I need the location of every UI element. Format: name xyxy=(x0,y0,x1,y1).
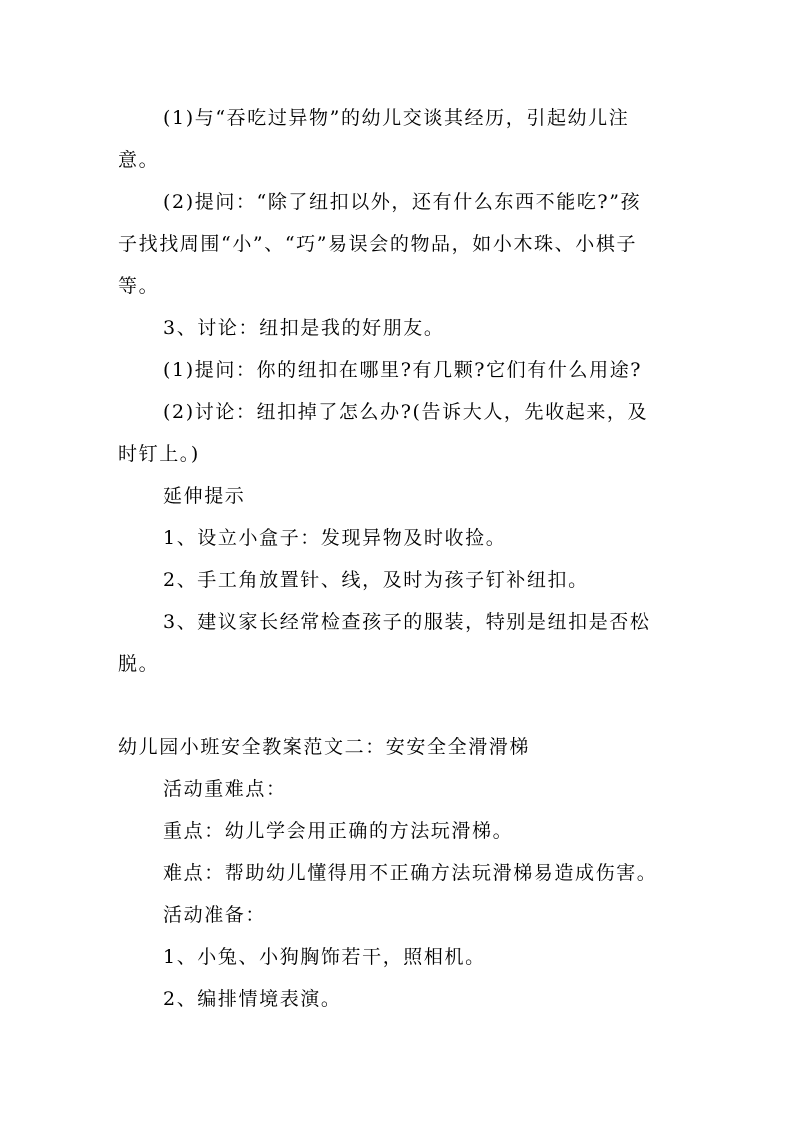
paragraph-line: 脱。 xyxy=(118,653,160,675)
section-label: 延伸提示 xyxy=(163,485,246,507)
paragraph-line: (1)提问：你的纽扣在哪里?有几颗?它们有什么用途? xyxy=(163,359,643,381)
paragraph-line: 意。 xyxy=(118,149,160,171)
section-label: 活动重难点： xyxy=(163,778,287,800)
list-item: 1、设立小盒子：发现异物及时收捡。 xyxy=(163,527,507,549)
list-item: 1、小兔、小狗胸饰若干，照相机。 xyxy=(163,946,486,968)
paragraph-line: (2)提问：“除了纽扣以外，还有什么东西不能吃?”孩 xyxy=(163,191,642,213)
paragraph-line: 子找找周围“小”、“巧”易误会的物品，如小木珠、小棋子 xyxy=(118,233,638,255)
paragraph-line: 时钉上。) xyxy=(118,443,200,465)
paragraph-line: (1)与“吞吃过异物”的幼儿交谈其经历，引起幼儿注 xyxy=(163,107,630,129)
section-label: 活动准备： xyxy=(163,904,267,926)
paragraph-line: 等。 xyxy=(118,275,160,297)
section-title: 幼儿园小班安全教案范文二：安安全全滑滑梯 xyxy=(118,736,531,758)
list-item: 3、建议家长经常检查孩子的服装，特别是纽扣是否松 xyxy=(163,611,651,633)
paragraph-line: 重点：幼儿学会用正确的方法玩滑梯。 xyxy=(163,820,514,842)
paragraph-line: (2)讨论：纽扣掉了怎么办?(告诉大人，先收起来，及 xyxy=(163,401,649,423)
list-item: 2、手工角放置针、线，及时为孩子钉补纽扣。 xyxy=(163,569,589,591)
paragraph-line: 难点：帮助幼儿懂得用不正确方法玩滑梯易造成伤害。 xyxy=(163,862,658,884)
list-item: 2、编排情境表演。 xyxy=(163,988,342,1010)
paragraph-line: 3、讨论：纽扣是我的好朋友。 xyxy=(163,317,445,339)
